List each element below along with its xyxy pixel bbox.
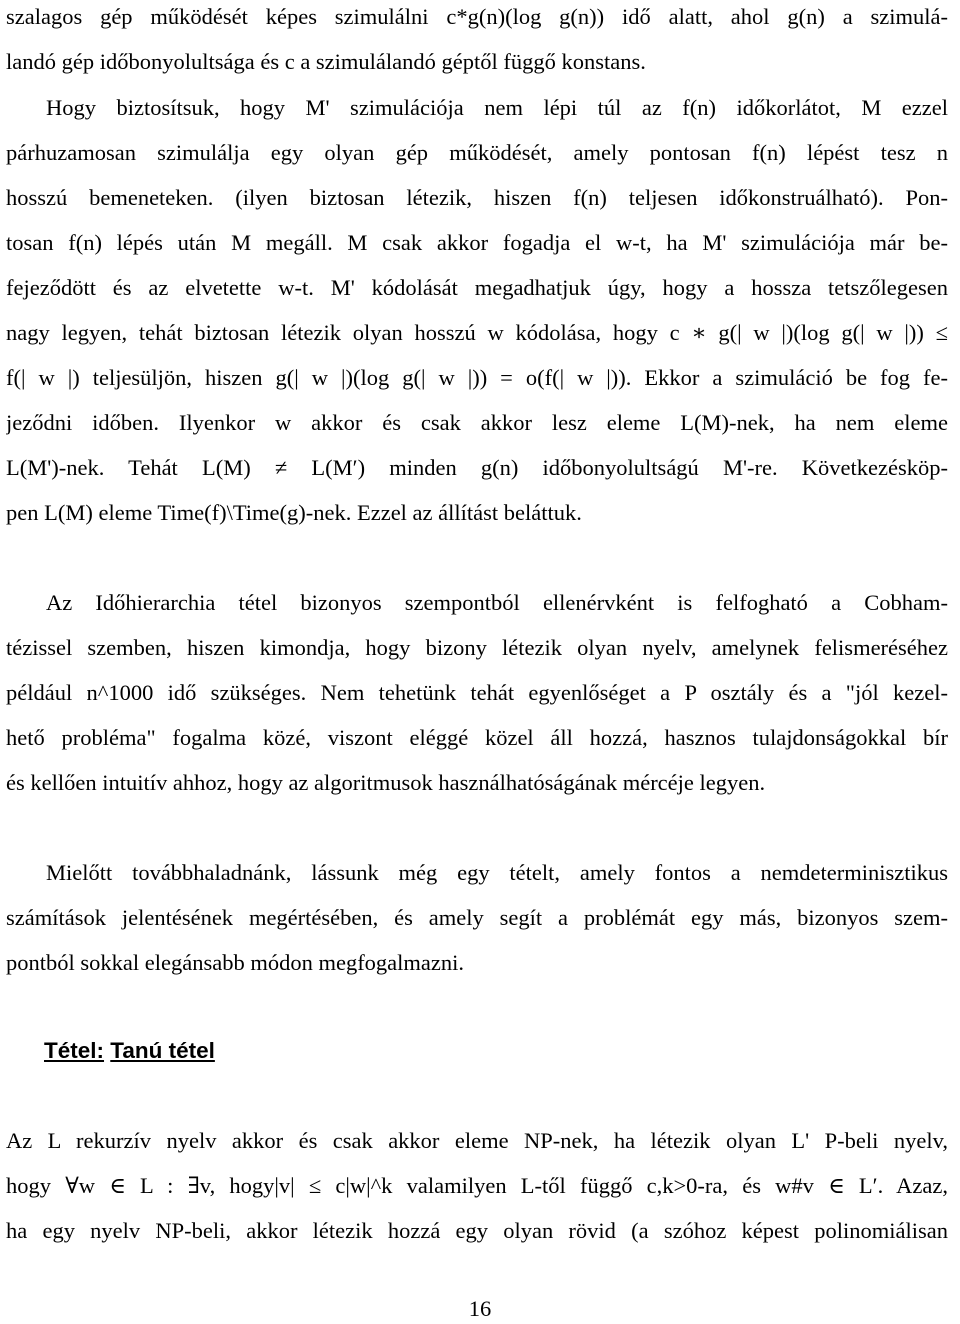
paragraph-2-line: Az Időhierarchia tétel bizonyos szempontból ellenérvként is felfogható a Cobham- [46,590,948,615]
paragraph-3-line: számítások jelentésének megértésében, és amely segít a problémát egy más, bizonyos szem- [6,905,948,930]
paragraph-3-line: pontból sokkal elegánsabb módon megfogalmazni. [6,950,465,975]
paragraph-1-line: landó gép időbonyolultsága és c a szimulálandó géptől függő konstans. [6,49,646,74]
theorem-title: Tanú tétel [110,1038,215,1063]
paragraph-1-line: hosszú bemeneteken. (ilyen biztosan létezik, hiszen f(n) teljesen időkonstruálható). Pon- [6,185,948,210]
paragraph-1-line: tosan f(n) lépés után M megáll. M csak akkor fogadja el w-t, ha M' szimulációja már be- [6,230,948,255]
paragraph-1-line: nagy legyen, tehát biztosan létezik olyan hosszú w kódolása, hogy c ∗ g(| w |)(log g(| w |)) ≤ [6,320,948,345]
theorem-line: ha egy nyelv NP-beli, akkor létezik hozzá egy olyan rövid (a szóhoz képest polinomiálisan [6,1218,948,1243]
paragraph-1-line: párhuzamosan szimulálja egy olyan gép működését, amely pontosan f(n) lépést tesz n [6,140,948,165]
paragraph-2-line: például n^1000 idő szükséges. Nem tehetünk tehát egyenlőséget a P osztály és a "jól kezel- [6,680,948,705]
paragraph-2-line: és kellően intuitív ahhoz, hogy az algoritmusok használhatóságának mércéje legyen. [6,770,766,795]
theorem-heading [44,1036,644,1066]
paragraph-1-line: f(| w |) teljesüljön, hiszen g(| w |)(log g(| w |)) = o(f(| w |)). Ekkor a szimuláció be fog fe- [6,365,948,390]
theorem-line: hogy ∀w ∈ L : ∃v, hogy|v| ≤ c|w|^k valamilyen L-től függő c,k>0-ra, és w#v ∈ L′. Azaz, [6,1173,948,1198]
paragraph-3-line: Mielőtt továbbhaladnánk, lássunk még egy tételt, amely fontos a nemdeterminisztikus [46,860,948,885]
paragraph-1-line: jeződni időben. Ilyenkor w akkor és csak akkor lesz eleme L(M)-nek, ha nem eleme [6,410,948,435]
paragraph-1-line: Hogy biztosítsuk, hogy M' szimulációja nem lépi túl az f(n) időkorlátot, M ezzel [46,95,948,120]
theorem-line: Az L rekurzív nyelv akkor és csak akkor eleme NP-nek, ha létezik olyan L' P-beli nyelv, [6,1128,948,1153]
paragraph-1-line: pen L(M) eleme Time(f)\Time(g)-nek. Ezzel az állítást beláttuk. [6,500,582,525]
paragraph-1-line: L(M')-nek. Tehát L(M) ≠ L(M′) minden g(n) időbonyolultságú M'-re. Következésköp- [6,455,948,480]
theorem-label: Tétel: [44,1038,105,1063]
paragraph-2-line: hető probléma" fogalma közé, viszont eléggé közel áll hozzá, hasznos tulajdonságokkal bír [6,725,948,750]
paragraph-1-line: szalagos gép működését képes szimulálni c*g(n)(log g(n)) idő alatt, ahol g(n) a szimulá- [6,4,948,29]
paragraph-1-line: fejeződött és az elvetette w-t. M' kódolását megadhatjuk úgy, hogy a hossza tetszőlegesen [6,275,948,300]
paragraph-2-line: tézissel szemben, hiszen kimondja, hogy bizony létezik olyan nyelv, amelynek felismeréséhez [6,635,948,660]
page-number: 16 [468,1296,492,1321]
